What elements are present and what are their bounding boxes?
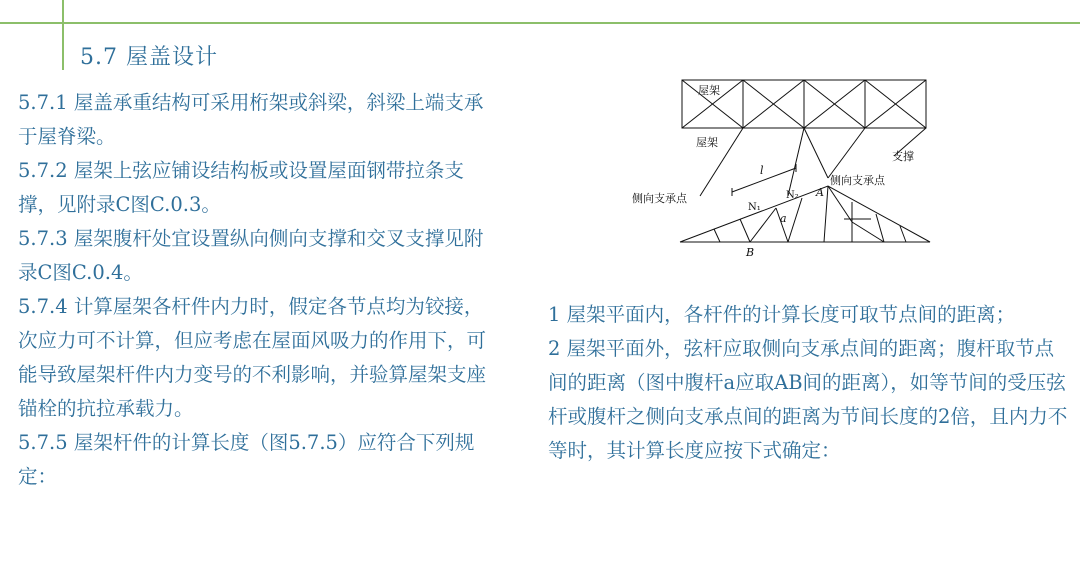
clause-5-7-4: 5.7.4 计算屋架各杆件内力时，假定各节点均为铰接，次应力可不计算，但应考虑在屋面风吸力的作用下，可能导致屋架杆件内力变号的不利影响，并验算屋架支座锚栓的抗拉承载力。 — [18, 295, 487, 420]
clause-5-7-5: 5.7.5 屋架杆件的计算长度（图5.7.5）应符合下列规定： — [18, 431, 475, 488]
left-column — [18, 86, 493, 494]
truss-diagram — [632, 74, 934, 260]
label-N1: N₁ — [748, 202, 761, 213]
label-support-right: 侧向支承点 — [830, 174, 885, 187]
label-N2: N₂ — [786, 190, 799, 201]
label-A: A — [816, 186, 824, 199]
label-support-left: 侧向支承点 — [632, 192, 687, 205]
rule-item-1: 1 屋架平面内，各杆件的计算长度可取节点间的距离； — [548, 303, 1016, 326]
label-a: a — [780, 212, 787, 225]
label-B: B — [746, 246, 755, 259]
truss-figure — [632, 74, 934, 260]
clause-5-7-3: 5.7.3 屋架腹杆处宜设置纵向侧向支撑和交叉支撑见附录C图C.0.4。 — [18, 227, 484, 284]
clause-5-7-2: 5.7.2 屋架上弦应铺设结构板或设置屋面钢带拉条支撑，见附录C图C.0.3。 — [18, 159, 464, 216]
right-column — [548, 298, 1073, 468]
label-l: l — [760, 164, 764, 177]
clause-5-7-1: 5.7.1 屋盖承重结构可采用桁架或斜梁，斜梁上端支承于屋脊梁。 — [18, 91, 484, 148]
label-truss-mid: 屋架 — [696, 136, 718, 149]
label-truss-top: 屋架 — [698, 84, 720, 97]
rule-item-2: 2 屋架平面外，弦杆应取侧向支承点间的距离；腹杆取节点间的距离（图中腹杆a应取AB间的距离），如等节间的受压弦杆或腹杆之侧向支承点间的距离为节间长度的2倍，且内力不等时，其计算长度应按下式确定： — [548, 337, 1068, 462]
label-brace: 支撑 — [892, 150, 914, 163]
section-title: 5.7 屋盖设计 — [80, 45, 218, 70]
header-rule — [0, 22, 1080, 24]
margin-rule — [62, 0, 64, 70]
